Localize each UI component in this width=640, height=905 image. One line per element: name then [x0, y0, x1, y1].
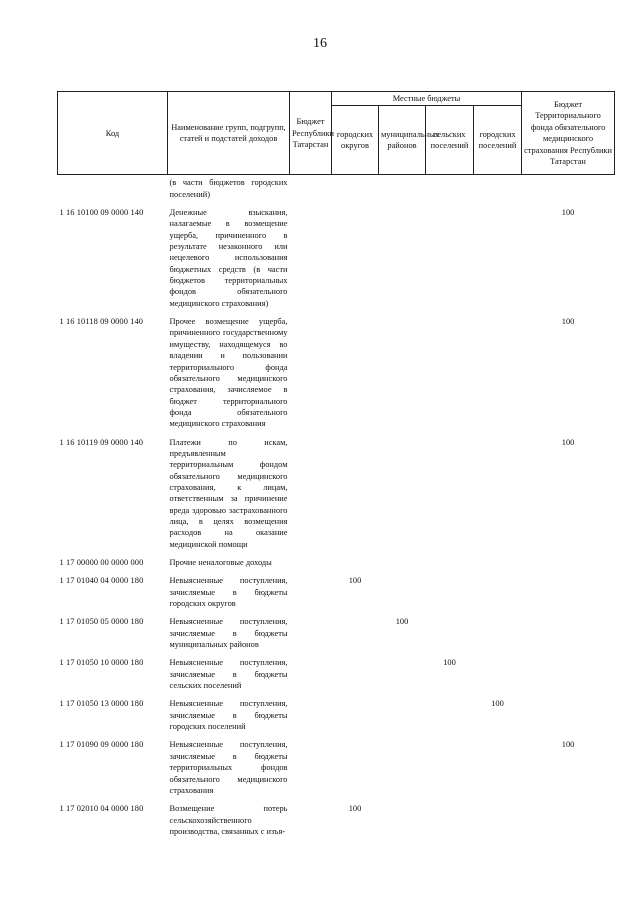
row-code: 1 17 02010 04 0000 180 — [59, 804, 144, 814]
row-value-republic — [290, 204, 332, 313]
row-name: Прочее возмещение ущерба, причиненного государственному имуществу, находящемуся во владении и пользовании территориального фонда обязательного медицинского страхования, зачисляемое в бюджет территориального фонда обязательного медицинского страхования — [169, 317, 288, 429]
header-rural-settlements: сельских поселений — [426, 106, 474, 175]
continuation-text: (в части бюджетов городских поселений) — [169, 178, 288, 199]
row-value-republic — [290, 613, 332, 654]
row-value-urban: 100 — [491, 699, 504, 709]
row-name: Невыясненные поступления, зачисляемые в бюджеты городских поселений — [169, 699, 288, 732]
row-value-urban — [474, 554, 522, 572]
header-name: Наименование групп, подгрупп, статей и подстатей доходов — [168, 92, 290, 175]
header-tfoms-budget: Бюджет Территориального фонда обязательного медицинского страхования Республики Татарстан — [522, 92, 615, 175]
row-value-municipal — [379, 554, 426, 572]
row-value-urban — [474, 654, 522, 695]
row-value-city — [332, 434, 379, 554]
row-name: Невыясненные поступления, зачисляемые в бюджеты территориальных фондов обязательного медицинского страхования — [169, 740, 288, 795]
row-value-tfoms: 100 — [561, 317, 575, 327]
row-value-republic — [290, 434, 332, 554]
row-name: Возмещение потерь сельскохозяйственного производства, связанных с изъя- — [169, 804, 288, 836]
row-value-rural — [426, 434, 474, 554]
table-row — [58, 204, 615, 313]
row-value-rural — [426, 800, 474, 841]
row-value-tfoms — [522, 572, 615, 613]
row-value-municipal — [379, 313, 426, 433]
row-value-city — [332, 204, 379, 313]
table-header — [58, 92, 615, 175]
row-value-city — [332, 554, 379, 572]
table-row — [58, 434, 615, 554]
row-code: 1 17 01050 05 0000 180 — [59, 617, 144, 627]
header-municipal-districts: муниципальных районов — [379, 106, 426, 175]
row-code: 1 16 10100 09 0000 140 — [59, 208, 144, 218]
row-value-city — [332, 654, 379, 695]
row-value-municipal — [379, 695, 426, 736]
header-republic-budget: Бюджет Республики Татарстан — [290, 92, 332, 175]
row-value-republic — [290, 800, 332, 841]
header-code: Код — [58, 92, 168, 175]
header-urban-settlements: городских поселений — [474, 106, 522, 175]
row-value-urban — [474, 736, 522, 800]
row-value-rural — [426, 554, 474, 572]
row-value-urban — [474, 572, 522, 613]
table-row — [58, 554, 615, 572]
row-value-rural: 100 — [443, 658, 456, 668]
table-row — [58, 736, 615, 800]
row-value-municipal — [379, 736, 426, 800]
row-value-urban — [474, 800, 522, 841]
table-row — [58, 572, 615, 613]
table-row — [58, 613, 615, 654]
row-value-municipal — [379, 434, 426, 554]
row-value-republic — [290, 554, 332, 572]
row-value-tfoms: 100 — [561, 740, 575, 750]
page-number: 16 — [313, 36, 327, 51]
row-name: Платежи по искам, предъявленным территориальным фондом обязательного медицинского страхования, к лицам, ответственным за причинение вреда здоровью застрахованного лица, в целях возмещения расходов на оказание медицинской помощи — [169, 437, 288, 549]
row-value-tfoms — [522, 654, 615, 695]
row-value-republic — [290, 736, 332, 800]
row-value-city: 100 — [348, 804, 362, 814]
header-city-districts: городских округов — [332, 106, 379, 175]
row-code: 1 17 01050 10 0000 180 — [59, 658, 144, 668]
row-value-tfoms — [522, 800, 615, 841]
row-value-urban — [474, 204, 522, 313]
row-name: Денежные взыскания, налагаемые в возмещение ущерба, причиненного в результате незаконного или нецелевого использования бюджетных средств (в части бюджетов территориальных фондов обязательного медицинского страхования) — [169, 208, 288, 308]
row-value-tfoms — [522, 613, 615, 654]
row-name: Прочие неналоговые доходы — [169, 558, 272, 567]
row-value-rural — [426, 572, 474, 613]
row-value-tfoms — [522, 695, 615, 736]
row-value-city — [332, 613, 379, 654]
row-value-municipal — [379, 800, 426, 841]
row-name: Невыясненные поступления, зачисляемые в бюджеты сельских поселений — [169, 658, 288, 691]
table-body — [58, 175, 615, 841]
row-value-municipal — [379, 572, 426, 613]
row-code: 1 17 01090 09 0000 180 — [59, 740, 144, 750]
row-code: 1 17 00000 00 0000 000 — [59, 558, 144, 567]
row-value-republic — [290, 572, 332, 613]
revenue-table — [57, 91, 615, 841]
row-code: 1 17 01050 13 0000 180 — [59, 699, 144, 709]
row-code: 1 17 01040 04 0000 180 — [59, 576, 144, 586]
row-value-municipal: 100 — [395, 617, 409, 627]
header-local-budgets: Местные бюджеты — [332, 92, 522, 106]
row-value-rural — [426, 695, 474, 736]
row-name: Невыясненные поступления, зачисляемые в бюджеты муниципальных районов — [169, 617, 288, 650]
row-value-municipal — [379, 204, 426, 313]
row-value-tfoms — [522, 554, 615, 572]
row-value-republic — [290, 695, 332, 736]
row-value-municipal — [379, 654, 426, 695]
row-value-urban — [474, 434, 522, 554]
row-value-tfoms: 100 — [561, 208, 575, 218]
continuation-row — [58, 175, 615, 204]
table-row — [58, 695, 615, 736]
row-code: 1 16 10119 09 0000 140 — [59, 437, 144, 447]
row-value-city — [332, 736, 379, 800]
row-value-city — [332, 695, 379, 736]
row-value-city — [332, 313, 379, 433]
row-value-rural — [426, 736, 474, 800]
row-code: 1 16 10118 09 0000 140 — [59, 317, 144, 327]
row-value-urban — [474, 613, 522, 654]
table-row — [58, 313, 615, 433]
row-value-rural — [426, 313, 474, 433]
table-row — [58, 800, 615, 841]
row-value-tfoms: 100 — [561, 437, 575, 447]
row-value-urban — [474, 313, 522, 433]
row-value-rural — [426, 204, 474, 313]
row-value-republic — [290, 654, 332, 695]
row-value-rural — [426, 613, 474, 654]
row-name: Невыясненные поступления, зачисляемые в бюджеты городских округов — [169, 576, 288, 609]
row-value-republic — [290, 313, 332, 433]
row-value-city: 100 — [348, 576, 362, 586]
table-row — [58, 654, 615, 695]
